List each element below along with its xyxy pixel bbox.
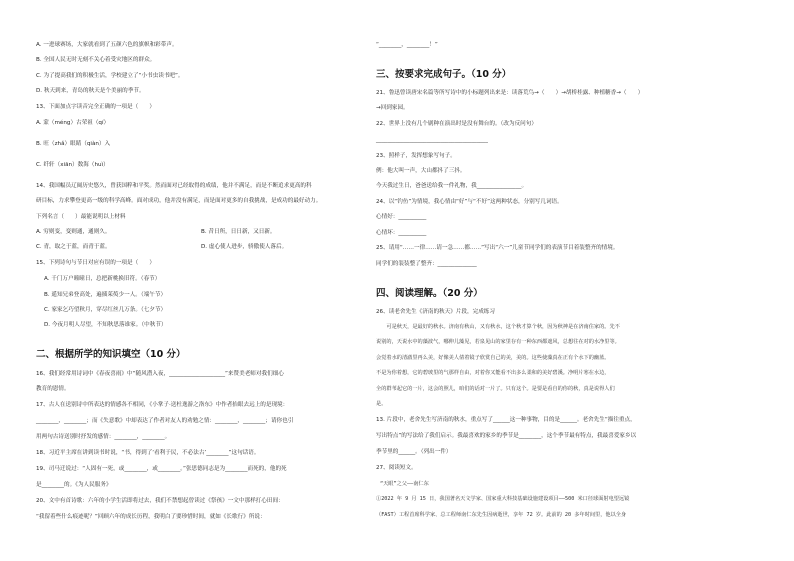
q17-line: ________，________；而《失意歌》中却表达了作者对友人的劝勉之情：________，________；请你也引 [36,418,294,424]
q25-line: 25、请用“……一律……请一急……都……”写出“六一”儿童节同学们的表演节目着装整齐的情境。 [376,245,619,251]
q13-reading-line: 写出特点”的写法给了我们启示。我最喜欢的家乡的季节是________，这个季节最有特点，我最喜爱家乡以 [376,433,637,439]
q12-option-c: C. 为了提高我们的积极生活，学校建立了“小书虫读书吧”。 [36,73,184,79]
q13-stem: 13、下面加点字读音完全正确的一项是（ ） [36,104,155,110]
q17-line: 用两句古诗送别时抒发的感情：________，________。 [36,434,171,440]
q13-option-b: B. 旺（zhǎ）眼睛（qiàn）入 [36,141,111,147]
q22-line: 22、世界上没有几个剧种在演出时是没有舞台的。（改为反问句） [376,121,537,127]
article-line: （FAST）工程首席科学家、总工程师南仁东先生因病逝世，享年 72 岁。此前的 20 多年时间里，他以全身 [376,512,627,518]
q20-line: “我留着些什么痕迹呢？”回顾六年的成长历程，我明白了要珍惜时间，就如《长歌行》所说： [36,514,266,520]
q21-line: 21、鲁迅曾读唐宋名篇等所写诗中的小标题列出来是：读落荒鸟→（ ）→胡桥桂露、种植糖香→（ ） [376,90,644,96]
q24-bad-mood: 心情坏：__________ [376,230,427,236]
q15-option-d: D. 今夜月明人尽望，不知秋思落谁家。（中秋节） [44,322,167,328]
q14-text-line: 下列名言（ ）最能说明以上材料 [36,214,126,220]
q18-line: 18、习近平主席在讲到读书时说，“书，得到了‘看利于民，不必法古’________”这句话语。 [36,450,260,456]
q25-answer: 同学们的装装整了整齐：______________ [376,261,477,267]
q26-intro: 26、读老舍先生《济南的秋天》片段，完成练习 [376,309,495,315]
q24-good-mood: 心情好：__________ [376,214,427,220]
q14-option-a: A. 穷则变，变则通，通则久。 [36,229,111,235]
essay-line: 是。 [376,401,387,407]
essay-line: 全的群苇起它的一片，这会的照儿，咱们的话对一片了。只有这个。是要是看自的你的秋，真是说得人们 [376,386,615,392]
essay-line: 可是秋天，是最好的秋水。济南有秋山，又有秋水，这个秋才算个秋，因为秋神是在济南住家的。先不 [376,324,620,330]
essay-line: 不是为你着想，它的碧玻里的气那样自由，对着你又能看不出多么柔和的美好碧溪。净明片寒在水边， [376,370,610,376]
q13-reading-line: 季节里的______。（列出一件） [376,449,452,455]
q22-answer-line: ________________________________________ [376,137,488,143]
q12-option-b: B. 全国人民无时无刻不关心着受灾地区的群众。 [36,57,156,63]
section-2-heading: 二、根据所学的知识填空（10 分） [36,349,186,360]
right-column [376,0,752,561]
q14-text-line: 研目标，力求攀登更高一级的科学高峰。面对成功，他并没有满足，而是面对更多的自我挑战，是成功的最好动力。 [36,198,322,204]
q17-line: 17、古人在送别诗中所表达的情感各不相同，《小掌子·送杜逸游之洛东》中作者抬眼去远上的是现境： [36,402,289,408]
q14-options-row [36,244,354,251]
q23-answer: 今天我过生日，爸爸送给我一件礼物，我________________。 [376,183,528,189]
q16-line: 16、我们经常用诗词中《春夜喜雨》中“随风潜入夜，____________________”来赞美老师对我们细心 [36,371,284,377]
essay-line: 会觉着水的清澈里再么美，好像美人倩着镜子欣赏自己的美，美的。这些使藻真在正有个水下的幽蓝。 [376,355,610,361]
q14-option-b: B. 昔日所，日日新，又日新。 [201,229,276,235]
q20-line: 20、文中有首诗歌：六年的小学生活即将过去，我们不禁想起曾读过《祭孩》一文中那样打心田间： [36,498,284,504]
section-4-heading: 四、阅读理解。（20 分） [376,288,483,299]
article-line: ①2022 年 9 月 15 日，我国著名天文学家、国家重大科技基础设施建设项目——500 米口径球面射电望远镜 [376,496,630,502]
q12-option-d: D. 秋天到来，青岛的秋天是个美丽的季节。 [36,88,145,94]
q24-line: 24、以“钓鱼”为情境，我心情由“好”与“不好”这两种状态，分别写几词语。 [376,199,563,205]
q14-option-d: D. 虚心使人进步，骄傲使人落后。 [201,244,288,250]
q19-line: 19、司马迁说过：“人固有一死，或________，或________。”张思德同志是为________而死的，他的死 [36,466,287,472]
q23-example: 例：他大叫一声，大山都抖了三抖。 [376,168,466,174]
q19-line: 是________的。《为人民服务》 [36,482,112,488]
q14-options-row [36,229,354,236]
left-column [36,0,354,561]
q23-line: 23、照样子，发挥想象写句子。 [376,153,456,159]
q15-stem: 15、下列诗句与节日对应有误的一项是（ ） [36,260,155,266]
q20-answer-blank: “________，________！” [376,42,438,48]
q13-reading-line: 13. 片段中，老舍先生写济南的秋水，重点写了______这一种事物，目的是______。老舍先生“描往重点， [376,417,636,423]
q13-option-a: A. 蒙（méng）古荣祖（qí） [36,120,110,126]
article-title: “天眼”之父——南仁东 [380,481,429,487]
q14-text-line: 14、我国幅员辽阔历史悠久，曾获国粹和平奖。然而面对已经取得的成绩，他并不满足，而是不断追求更高的科 [36,183,312,189]
q14-option-c: C. 青，取之于蓝，而青于蓝。 [36,244,111,250]
q15-option-b: B. 遥知兄弟登高处，遍插茱萸少一人。（端午节） [44,292,167,298]
q13-option-c: C. 纤轩（xiān）数海（huì） [36,162,109,168]
q27-label: 27、阅读短文。 [376,465,417,471]
q12-option-a: A. 一进球赛场，大家就看到了五颜六色的旗帜和彩带声。 [36,42,178,48]
essay-line: 说别的，天说水中的藻波气，哪伸儿藻见，若泉见山的家里存有一种东西都遮风，总想往在对的水净里等。 [376,339,620,345]
q15-option-c: C. 家家乞巧望秋月，穿尽红丝几万条。（七夕节） [44,307,167,313]
q21-line: →回到家园。 [376,105,409,111]
q16-line: 教育的恩情。 [36,386,70,392]
q15-option-a: A. 千门万户曈曈日，总把新桃换旧符。（春节） [44,276,161,282]
section-3-heading: 三、按要求完成句子。（10 分） [376,69,512,80]
